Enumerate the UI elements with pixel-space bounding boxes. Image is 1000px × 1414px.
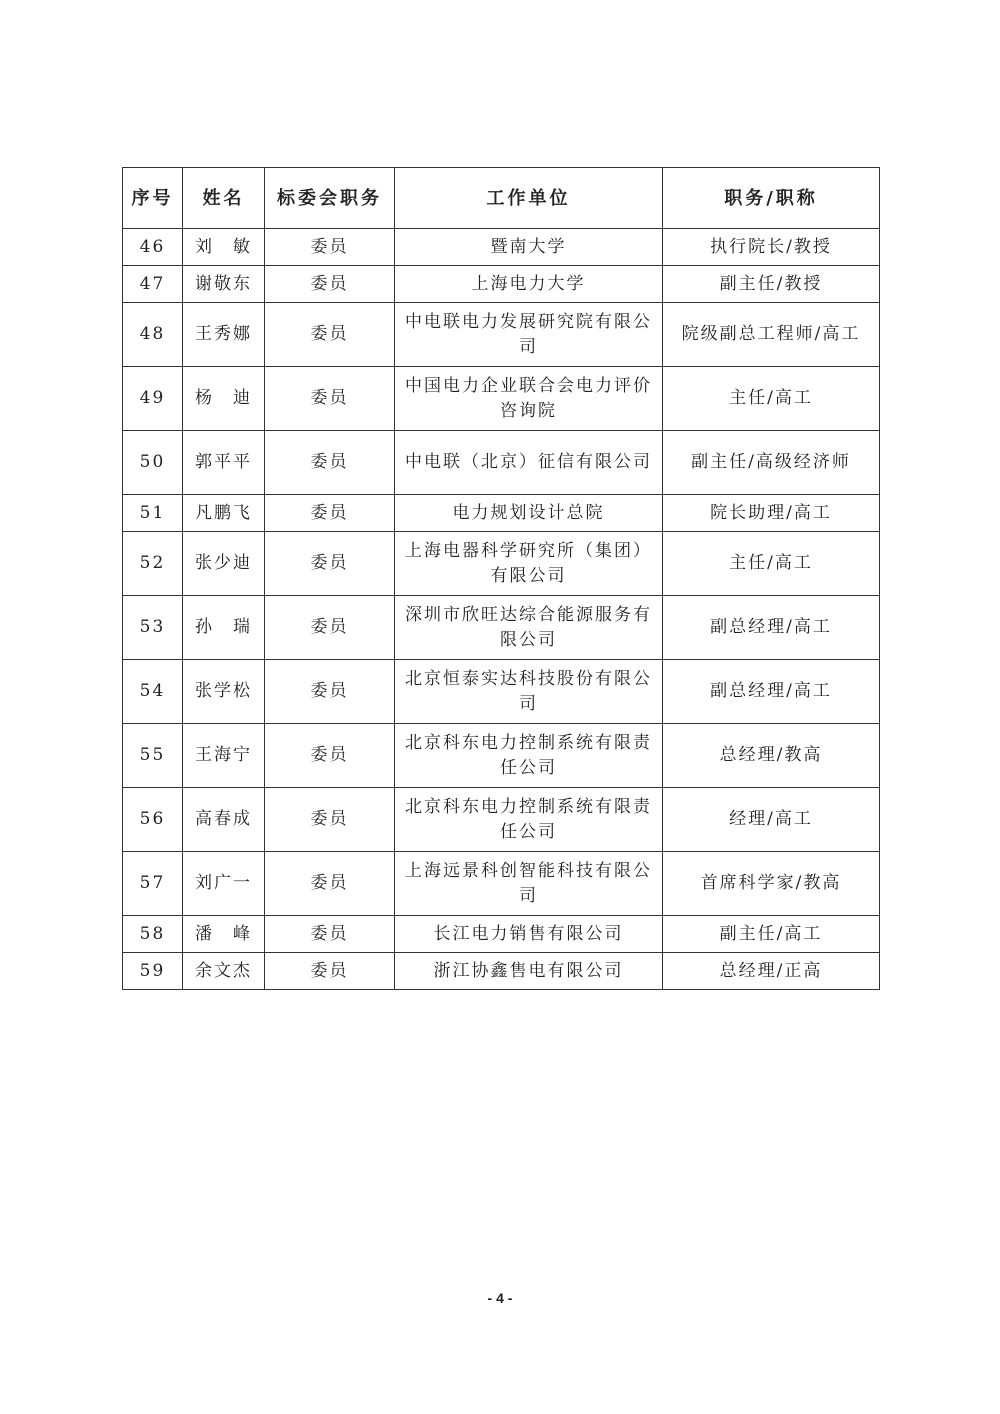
table-row — [123, 788, 880, 852]
cell-unit: 上海电器科学研究所（集团）有限公司 — [395, 532, 663, 596]
committee-members-table — [122, 167, 880, 990]
cell-no: 49 — [123, 367, 183, 431]
cell-unit: 北京恒泰实达科技股份有限公司 — [395, 660, 663, 724]
cell-title: 院长助理/高工 — [663, 495, 880, 532]
cell-title: 总经理/教高 — [663, 724, 880, 788]
cell-no: 59 — [123, 953, 183, 990]
table-row — [123, 916, 880, 953]
table-header-row — [123, 168, 880, 229]
table-row — [123, 953, 880, 990]
cell-title: 主任/高工 — [663, 367, 880, 431]
cell-no: 54 — [123, 660, 183, 724]
header-title: 职务/职称 — [663, 168, 880, 229]
cell-role: 委员 — [265, 596, 395, 660]
cell-role: 委员 — [265, 660, 395, 724]
cell-role: 委员 — [265, 852, 395, 916]
cell-title: 副总经理/高工 — [663, 596, 880, 660]
cell-title: 副总经理/高工 — [663, 660, 880, 724]
cell-name: 余文杰 — [183, 953, 265, 990]
table-row — [123, 596, 880, 660]
cell-no: 57 — [123, 852, 183, 916]
cell-role: 委员 — [265, 724, 395, 788]
cell-role: 委员 — [265, 532, 395, 596]
cell-unit: 电力规划设计总院 — [395, 495, 663, 532]
cell-role: 委员 — [265, 788, 395, 852]
cell-name: 郭平平 — [183, 431, 265, 495]
cell-role: 委员 — [265, 367, 395, 431]
cell-title: 副主任/教授 — [663, 266, 880, 303]
cell-title: 执行院长/教授 — [663, 229, 880, 266]
cell-name: 刘广一 — [183, 852, 265, 916]
cell-title: 副主任/高级经济师 — [663, 431, 880, 495]
table-row — [123, 367, 880, 431]
cell-name: 刘 敏 — [183, 229, 265, 266]
table-row — [123, 303, 880, 367]
cell-name: 张少迪 — [183, 532, 265, 596]
cell-no: 56 — [123, 788, 183, 852]
table-row — [123, 852, 880, 916]
cell-name: 王海宁 — [183, 724, 265, 788]
cell-no: 48 — [123, 303, 183, 367]
cell-unit: 上海电力大学 — [395, 266, 663, 303]
header-no: 序号 — [123, 168, 183, 229]
table-row — [123, 431, 880, 495]
cell-role: 委员 — [265, 303, 395, 367]
cell-title: 院级副总工程师/高工 — [663, 303, 880, 367]
cell-unit: 北京科东电力控制系统有限责任公司 — [395, 724, 663, 788]
cell-role: 委员 — [265, 495, 395, 532]
cell-unit: 浙江协鑫售电有限公司 — [395, 953, 663, 990]
cell-unit: 深圳市欣旺达综合能源服务有限公司 — [395, 596, 663, 660]
cell-unit: 中电联电力发展研究院有限公司 — [395, 303, 663, 367]
table-row — [123, 495, 880, 532]
cell-role: 委员 — [265, 916, 395, 953]
cell-unit: 暨南大学 — [395, 229, 663, 266]
table-row — [123, 266, 880, 303]
table-row — [123, 724, 880, 788]
cell-no: 52 — [123, 532, 183, 596]
cell-unit: 中国电力企业联合会电力评价咨询院 — [395, 367, 663, 431]
page-number: - 4 - — [487, 1290, 513, 1306]
cell-title: 总经理/正高 — [663, 953, 880, 990]
cell-no: 47 — [123, 266, 183, 303]
cell-name: 高春成 — [183, 788, 265, 852]
cell-no: 53 — [123, 596, 183, 660]
cell-no: 55 — [123, 724, 183, 788]
cell-unit: 上海远景科创智能科技有限公司 — [395, 852, 663, 916]
cell-title: 副主任/高工 — [663, 916, 880, 953]
cell-unit: 长江电力销售有限公司 — [395, 916, 663, 953]
cell-title: 主任/高工 — [663, 532, 880, 596]
cell-role: 委员 — [265, 953, 395, 990]
header-role: 标委会职务 — [265, 168, 395, 229]
cell-role: 委员 — [265, 229, 395, 266]
cell-name: 凡鹏飞 — [183, 495, 265, 532]
cell-title: 经理/高工 — [663, 788, 880, 852]
cell-name: 孙 瑞 — [183, 596, 265, 660]
cell-name: 谢敬东 — [183, 266, 265, 303]
cell-unit: 中电联（北京）征信有限公司 — [395, 431, 663, 495]
cell-title: 首席科学家/教高 — [663, 852, 880, 916]
cell-role: 委员 — [265, 266, 395, 303]
cell-no: 51 — [123, 495, 183, 532]
cell-no: 50 — [123, 431, 183, 495]
table-row — [123, 229, 880, 266]
cell-no: 58 — [123, 916, 183, 953]
cell-unit: 北京科东电力控制系统有限责任公司 — [395, 788, 663, 852]
header-unit: 工作单位 — [395, 168, 663, 229]
table-row — [123, 660, 880, 724]
cell-name: 王秀娜 — [183, 303, 265, 367]
cell-no: 46 — [123, 229, 183, 266]
cell-name: 潘 峰 — [183, 916, 265, 953]
header-name: 姓名 — [183, 168, 265, 229]
table-row — [123, 532, 880, 596]
cell-role: 委员 — [265, 431, 395, 495]
cell-name: 杨 迪 — [183, 367, 265, 431]
cell-name: 张学松 — [183, 660, 265, 724]
